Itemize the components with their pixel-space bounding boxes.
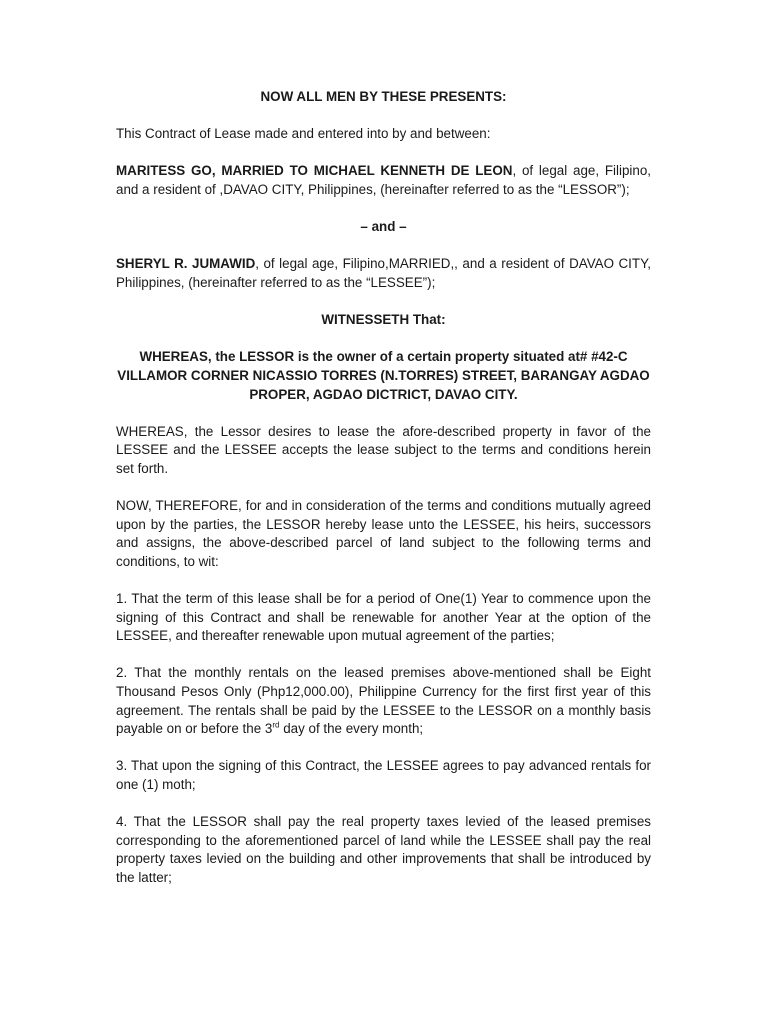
whereas-property-paragraph: WHEREAS, the LESSOR is the owner of a certain property situated at# #42-C VILLAMOR CORNER NICASSIO TORRES (N.TORRES) STREET, BARANGAY AGDAO PROPER, AGDAO DICTRICT, DAVAO CITY.	[117, 349, 650, 402]
document-heading: NOW ALL MEN BY THESE PRESENTS:	[260, 89, 507, 104]
clause-2-paragraph	[116, 664, 651, 738]
lessor-name: MARITESS GO, MARRIED TO MICHAEL KENNETH DE LEON	[116, 163, 513, 179]
lessor-details: , of legal age, Filipino, and a resident of ,DAVAO CITY, Philippines, (hereinafter referred to as the “LESSOR”);	[116, 163, 652, 197]
clause-2-text-end: day of the every month;	[279, 721, 424, 737]
intro-paragraph: This Contract of Lease made and entered into by and between:	[116, 126, 491, 142]
clause-4-paragraph: 4. That the LESSOR shall pay the real property taxes levied of the leased premises corresponding to the aforementioned parcel of land while the LESSEE shall pay the real property taxes levied on the building and other improvements that shall be introduced by the latter;	[116, 814, 651, 885]
lessee-details: , of legal age, Filipino,MARRIED,, and a resident of DAVAO CITY, Philippines, (hereinafter referred to as the “LESSEE”);	[116, 256, 652, 290]
clause-1-paragraph: 1. That the term of this lease shall be for a period of One(1) Year to commence upon the signing of this Contract and shall be renewable for another Year at the option of the LESSEE, and thereafter renewable upon mutual agreement of the parties;	[116, 591, 651, 644]
and-separator: – and –	[360, 219, 407, 235]
clause-3-paragraph: 3. That upon the signing of this Contract, the LESSEE agrees to pay advanced rentals for one (1) moth;	[116, 758, 651, 792]
ordinal-suffix: rd	[272, 720, 280, 730]
witnesseth-heading: WITNESSETH That:	[321, 312, 446, 328]
lessee-paragraph	[116, 255, 651, 292]
lessee-name: SHERYL R. JUMAWID	[116, 256, 256, 272]
whereas-lease-paragraph: WHEREAS, the Lessor desires to lease the afore-described property in favor of the LESSEE and the LESSEE accepts the lease subject to the terms and conditions herein set forth.	[116, 423, 651, 476]
clause-2-text: 2. That the monthly rentals on the leased premises above-mentioned shall be Eight Thousand Pesos Only (Php12,000.00), Philippine Currency for the first first year of this agreement. The rentals shall be paid by the LESSEE to the LESSOR on a monthly basis payable on or before the 3	[116, 665, 651, 737]
lessor-paragraph	[116, 162, 651, 199]
document-page	[116, 88, 651, 888]
now-therefore-paragraph: NOW, THEREFORE, for and in consideration of the terms and conditions mutually agreed upon by the parties, the LESSOR hereby lease unto the LESSEE, his heirs, successors and assigns, the above-described parcel of land subject to the following terms and conditions, to wit:	[116, 498, 651, 569]
